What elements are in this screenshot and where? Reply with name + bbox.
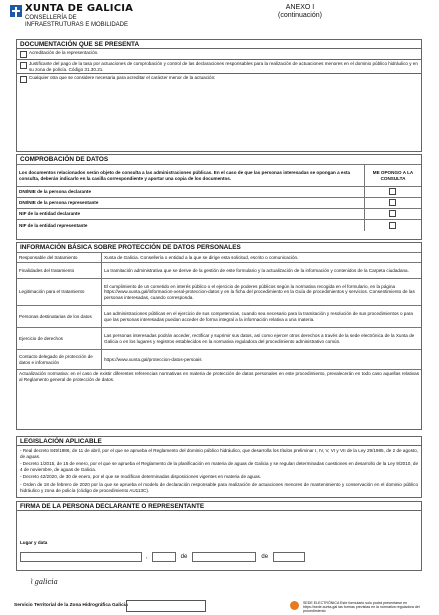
doc-item-representation [17,49,421,59]
oppose-checkbox[interactable] [389,210,396,217]
galicia-logo [30,577,58,587]
privacy-table [17,252,421,370]
place-date-label: Lugar y data [20,540,48,545]
doc-item-other [17,74,421,84]
oppose-cell [365,187,422,198]
verification-row-label: NIF de la entidad representante [17,220,365,231]
department-name [25,15,128,29]
privacy-value: La tramitación administrativa que se derive de la gestión de este formulario y la actualización de la información y contenidos de la Carpeta ciudadana. [102,263,422,279]
verification-title: COMPROBACIÓN DE DATOS [20,156,109,163]
annex-subtitle: (continuación) [278,12,322,19]
oppose-checkbox[interactable] [389,222,396,229]
place-date-row [20,552,305,562]
signature-section [16,501,422,571]
doc-item-label: Acreditación de la representación. [29,50,99,55]
electronic-office-note: SEDE ELECTRÓNICA Este formulario solo podrá presentarse en https://sede.xunta.gal las formas previstas en la normativa reguladora del procedimiento [303,601,420,614]
privacy-value: El cumplimiento de un cometido en interés público o el ejercicio de poderes públicos según la normativa recogida en el formulario, en la página https://www.xunta.gal/informacion-xeral-proteccion-datos y en la ficha del procedimiento en la Guía de procedimientos y servicios. Consentimiento de las personas interesadas, cuando corresponda. [102,279,422,306]
service-label: Servicio Territorial de la Zona Hidrográfica Galicia [14,603,128,608]
xunta-logo-icon [10,5,22,17]
org-name: XUNTA DE GALICIA [25,3,134,14]
oppose-checkbox[interactable] [389,199,396,206]
privacy-label: Contacto delegado de protección de datos e información [17,350,102,370]
de-label-1: de [180,554,188,560]
oppose-checkbox[interactable] [389,188,396,195]
privacy-value: Las personas interesadas podrán acceder, rectificar y suprimir sus datos, así como ejercer otros derechos a través de la sede electrónica de la Xunta de Galicia o en los lugares y registros establecidos en la normativa reguladora del procedimiento administrativo común. [102,328,422,350]
verification-row-label: DNI/NIE de la persona representante [17,198,365,209]
annex-title: ANEXO I [285,4,315,11]
place-input[interactable] [20,552,142,562]
privacy-note: Actualización normativa: en el caso de existir diferentes referencias normativas en materia de protección de datos personales en este procedimiento, prevalecerán en todo caso aquellas relativas al Reglamento general de protección de datos. [19,371,419,382]
doc-item-label: Justificante del pago de la tasa por actuaciones de comprobación y control de las declaraciones responsables para la realización de actuaciones menores en el dominio público hidráulico y en su zona de policía. Código 31.30.21. [29,61,418,72]
signature-title: FIRMA DE LA PERSONA DECLARANTE O REPRESENTANTE [20,503,205,510]
doc-item-label: Cualquier otra que se considere necesaria para acreditar el carácter menor de la actuación: [29,75,216,81]
privacy-title: INFORMACIÓN BÁSICA SOBRE PROTECCIÓN DE DATOS PERSONALES [20,244,241,251]
galicia-swirl-icon: ≀ [30,577,34,587]
oppose-cell [365,198,422,209]
year-input[interactable] [273,552,305,562]
annex-heading [240,4,360,20]
legislation-section [16,436,422,498]
verification-row-label: NIF de la entidad declarante [17,209,365,220]
electronic-office-seal-icon [290,601,299,610]
dept-line-1: CONSELLERÍA DE [25,15,77,21]
documentation-title: DOCUMENTACIÓN QUE SE PRESENTA [20,41,140,48]
legislation-item: - Decreto 1/2015, de 15 de enero, por el que se aprueba el Reglamento de la planificación en materia de aguas de Galicia y se regulan determinadas cuestiones en desarrollo de la Ley 9/2010, de 4 de noviembre, de aguas de Galicia. [20,461,418,472]
oppose-cell [365,220,422,231]
oppose-cell [365,209,422,220]
oppose-header: ME OPONGO A LA CONSULTA [365,165,422,187]
legislation-title: LEGISLACIÓN APLICABLE [20,438,102,445]
legislation-item: - Real decreto 849/1986, de 11 de abril, por el que se aprueba el Reglamento del dominio público hidráulico, que desarrolla los títulos preliminar I, IV, V, VI y VII de la Ley 29/1985, de 2 de agosto, de aguas. [20,448,418,459]
de-label-2: de [261,554,269,560]
day-input[interactable] [152,552,176,562]
data-verification-section [16,154,422,240]
documentation-section [16,39,422,152]
legislation-item: - Decreto 42/2020, de 30 de enero, por el que se modifican determinadas disposiciones vigentes en materia de aguas. [20,474,262,480]
privacy-section [16,242,422,430]
doc-item-fee-receipt [17,60,421,73]
verification-row-label: DNI/NIE de la persona declarante [17,187,365,198]
privacy-link[interactable]: https://www.xunta.gal/proteccion-datos-persoais [102,350,422,370]
service-input[interactable] [126,600,206,612]
month-input[interactable] [192,552,256,562]
doc-checkbox[interactable] [20,76,27,83]
legislation-item: - Orden de 18 de febrero de 2020 por la que se aprueba el modelo de declaración responsable para realización de actuaciones menores de mantenimiento y conservación en el dominio público hidráulico y zona de policía (código de procedimiento AU113C). [20,481,418,493]
comma-separator: , [146,554,148,560]
doc-checkbox[interactable] [20,62,27,69]
doc-other-text-area[interactable] [17,84,421,140]
privacy-label: Legitimación para el tratamiento [17,279,102,306]
privacy-value: Xunta de Galicia. Consellería o entidad a la que se dirige esta solicitud, escrito o comunicación. [102,253,422,263]
verification-intro: Los documentos relacionados serán objeto de consulta a las administraciones públicas. En el caso de que las personas interesadas se opongan a esta consulta, deberán indicarlo en la casilla correspondiente y aportar una copia de los documentos. [17,165,365,187]
privacy-label: Responsable del tratamiento [17,253,102,263]
galicia-logo-text: galicia [34,578,58,586]
verification-table [17,164,421,231]
privacy-label: Personas destinatarias de los datos [17,306,102,328]
privacy-label: Ejercicio de derechos [17,328,102,350]
privacy-value: Las administraciones públicas en el ejercicio de sus competencias, cuando sea necesario para la tramitación y resolución de sus procedimientos o para que las personas interesadas puedan acceder de forma integral a la información relativa a una materia. [102,306,422,328]
privacy-label: Finalidades del tratamiento [17,263,102,279]
dept-line-2: INFRAESTRUTURAS E MOBILIDADE [25,22,129,28]
doc-checkbox[interactable] [20,51,27,58]
